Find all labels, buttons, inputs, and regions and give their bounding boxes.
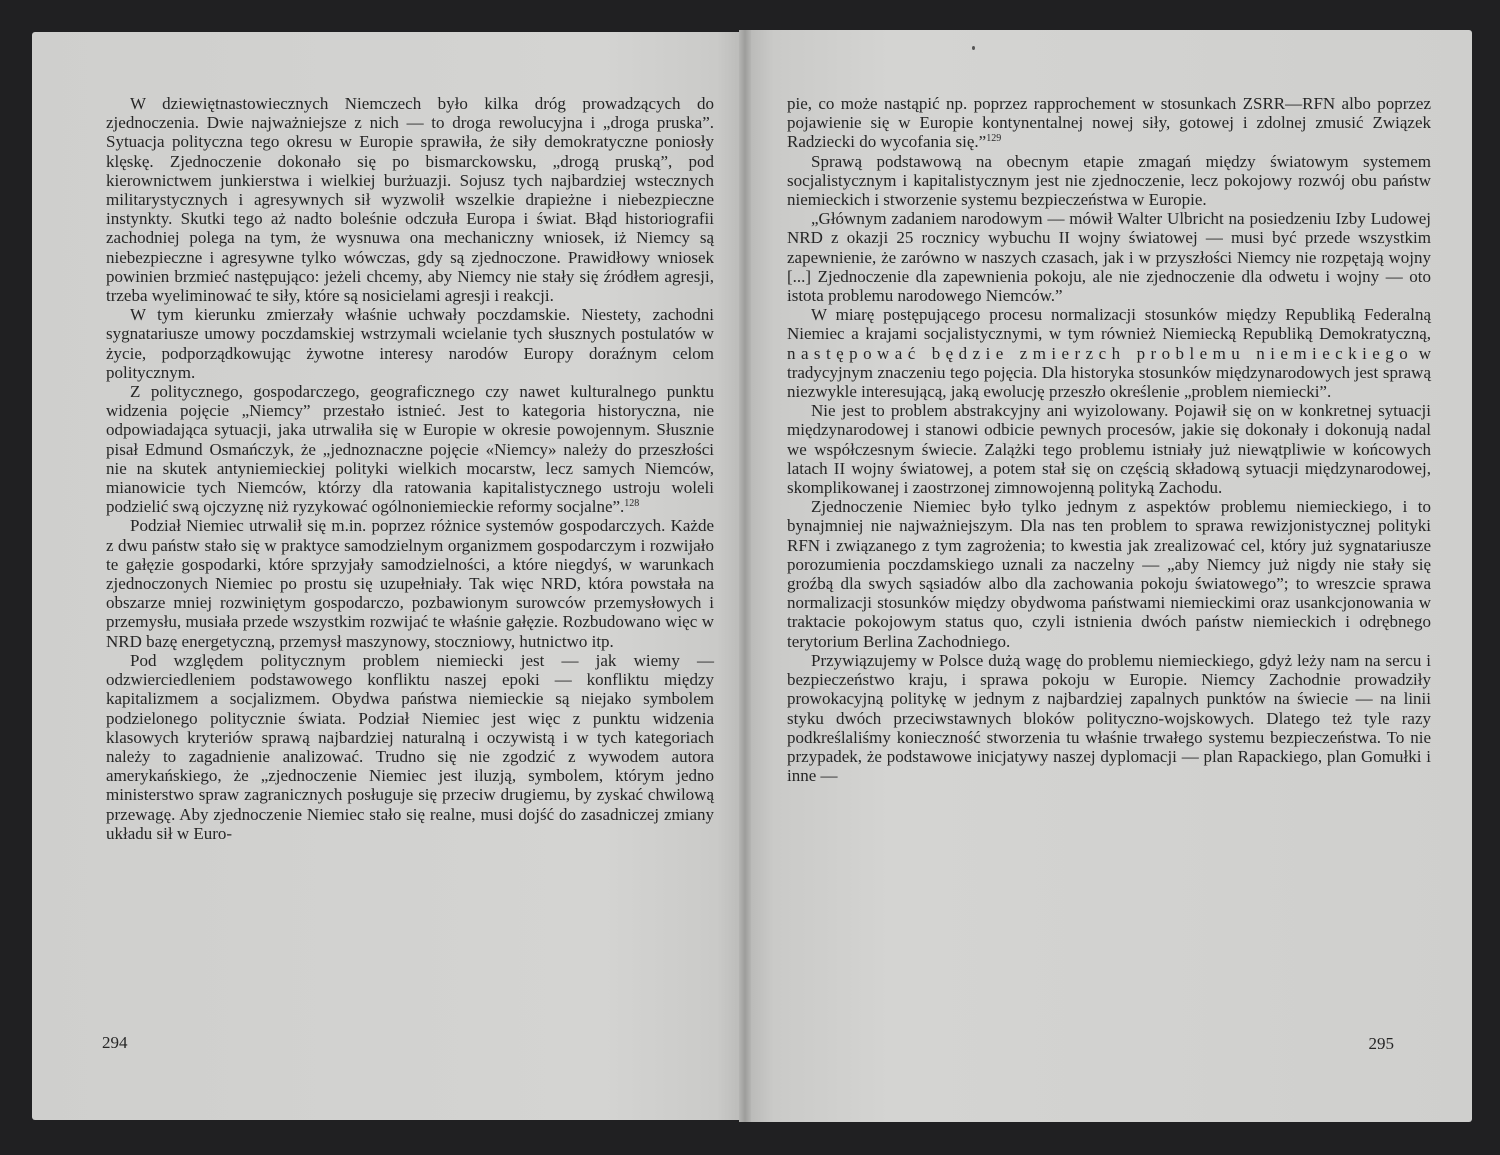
paragraph: W tym kierunku zmierzały właśnie uchwały poczdamskie. Niestety, zachodni sygnatariusze umowy poczdamskiej wstrzymali wcielanie tych słusznych postulatów w życie, podporządkowując żywotne interesy narodów Europy doraźnym celom politycznym. — [106, 305, 714, 382]
paragraph-text: pie, co może nastąpić np. poprzez rapprochement w stosunkach ZSRR—RFN albo poprzez pojawienie się w Europie kontynentalnej nowej siły, gotowej i zdolnej zmusić Związek Radziecki do wycofania się.” — [787, 94, 1431, 152]
ink-speck — [972, 46, 975, 50]
left-page-text — [106, 94, 714, 843]
right-page — [745, 30, 1472, 1122]
spaced-emphasis: następować będzie zmierzch problemu niemieckiego — [787, 343, 1414, 363]
left-page — [32, 32, 745, 1120]
paragraph: Pod względem politycznym problem niemiecki jest — jak wiemy — odzwierciedleniem podstawowego konfliktu naszej epoki — konfliktu między kapitalizmem a socjalizmem. Obydwa państwa niemieckie są niejako symbolem podzielonego politycznie świata. Podział Niemiec jest więc z punktu widzenia klasowych kryteriów sprawą najbardziej naturalną i oczywistą i w tych kategoriach należy to zagadnienie analizować. Trudno się nie zgodzić z wywodem autora amerykańskiego, że „zjednoczenie Niemiec jest iluzją, symbolem, którym jedno ministerstwo spraw zagranicznych posługuje się przeciw drugiemu, by zyskać chwilową przewagę. Aby zjednoczenie Niemiec stało się realne, musi dojść do zasadniczej zmiany układu sił w Euro- — [106, 650, 714, 843]
paragraph-text: Z politycznego, gospodarczego, geograficznego czy nawet kulturalnego punktu widzenia pojęcie „Niemcy” przestało istnieć. Jest to kategoria historyczna, nie odpowiadająca sytuacji, jaka utrwaliła się w Europie w okresie powojennym. Słusznie pisał Edmund Osmańczyk, że „jednoznaczne pojęcie «Niemcy» należy do przeszłości nie na skutek antyniemieckiej polityki wielkich mocarstw, lecz samych Niemców, mianowicie tych Niemców, którzy dla ratowania kapitalistycznego ustroju woleli podzielić swą ojczyznę niż ryzykować ogólnoniemieckie reformy socjalne”. — [106, 382, 714, 517]
page-number: 295 — [1368, 1034, 1394, 1053]
paragraph: „Głównym zadaniem narodowym — mówił Walter Ulbricht na posiedzeniu Izby Ludowej NRD z okazji 25 rocznicy wybuchu II wojny światowej — musi być przede wszystkim zapewnienie, że zarówno w naszych czasach, jak i w przyszłości Niemcy nie rozpętają wojny [...] Zjednoczenie dla zapewnienia pokoju, ale nie zjednoczenie dla odwetu i wojny — oto istota problemu narodowego Niemców.” — [787, 209, 1431, 306]
paragraph — [787, 305, 1431, 401]
footnote-ref-129: 129 — [986, 133, 1002, 145]
paragraph: Podział Niemiec utrwalił się m.in. poprzez różnice systemów gospodarczych. Każde z dwu państw stało się w praktyce samodzielnym organizmem gospodarczym i rozwijało te gałęzie gospodarki, które sprzyjały samodzielności, a które niegdyś, w warunkach zjednoczonych Niemiec po prostu się uzupełniały. Tak więc NRD, która powstała na obszarze mniej rozwiniętym gospodarczo, pozbawionym surowców przemysłowych i przemysłu, musiała przede wszystkim rozwijać te właśnie gałęzie. Rozbudowano więc w NRD bazę energetyczną, przemysł maszynowy, stoczniowy, hutnictwo itp. — [106, 516, 714, 651]
paragraph-text: W miarę postępującego procesu normalizacji stosunków między Republiką Federalną Niemiec a krajami socjalistycznymi, w tym również Niemiecką Republiką Demokratyczną, — [787, 305, 1431, 344]
paragraph — [787, 94, 1431, 152]
paragraph-text: w tradycyjnym znaczeniu tego pojęcia. Dla historyka stosunków międzynarodowych jest sprawą niezwykle interesującą, jaką ewolucję przeszło określenie „problem niemiecki”. — [787, 343, 1432, 402]
paragraph: Zjednoczenie Niemiec było tylko jednym z aspektów problemu niemieckiego, i to bynajmniej nie najważniejszym. Dla nas ten problem to sprawa rewizjonistycznej polityki RFN i związanego z tym zagrożenia; to kwestia jak zrealizować cel, który już sygnatariusze porozumienia poczdamskiego uznali za naczelny — „aby Niemcy już nigdy nie stały się groźbą dla swych sąsiadów albo dla zachowania pokoju światowego”; to wreszcie sprawa normalizacji stosunków między obydwoma państwami niemieckimi oraz usankcjonowania w traktacie pokojowym status quo, czyli istnienia dwóch państw niemieckich i odrębnego terytorium Berlina Zachodniego. — [787, 497, 1431, 651]
paragraph: Przywiązujemy w Polsce dużą wagę do problemu niemieckiego, gdyż leży nam na sercu i bezpieczeństwo kraju, i sprawa pokoju w Europie. Niemcy Zachodnie prowadziły prowokacyjną politykę w jednym z najbardziej zapalnych punktów na świecie — na linii styku dwóch przeciwstawnych bloków polityczno-wojskowych. Dlatego też tyle razy podkreślaliśmy konieczność stworzenia tu właśnie trwałego systemu bezpieczeństwa. To nie przypadek, że podstawowe inicjatywy naszej dyplomacji — plan Rapackiego, plan Gomułki i inne — — [787, 650, 1431, 786]
paragraph: Sprawą podstawową na obecnym etapie zmagań między światowym systemem socjalistycznym i kapitalistycznym jest nie zjednoczenie, lecz pokojowy rozwój obu państw niemieckich i stworzenie systemu bezpieczeństwa w Europie. — [787, 151, 1431, 210]
right-page-text — [787, 94, 1431, 785]
page-number: 294 — [102, 1033, 128, 1052]
book-gutter — [739, 30, 751, 1122]
paragraph: W dziewiętnastowiecznych Niemczech było kilka dróg prowadzących do zjednoczenia. Dwie najważniejsze z nich — to droga rewolucyjna i „droga pruska”. Sytuacja polityczna tego okresu w Europie sprawiła, że siły demokratyczne poniosły klęskę. Zjednoczenie dokonało się po bismarckowsku, „drogą pruską”, pod kierownictwem junkierstwa i wielkiej burżuazji. Sojusz tych najbardziej wstecznych militarystycznych i agresywnych sił wyzwolił wszelkie drapieżne i niebezpieczne instynkty. Skutki tego aż nadto boleśnie odczuła Europa i świat. Błąd historiografii zachodniej polega na tym, że wysnuwa ona mechaniczny wniosek, iż Niemcy są niebezpieczne i agresywne tylko wówczas, gdy są zjednoczone. Prawidłowy wniosek powinien brzmieć następująco: jeżeli chcemy, aby Niemcy nie stały się źródłem agresji, trzeba wyeliminować te siły, które są nosicielami agresji i reakcji. — [106, 94, 714, 306]
paragraph: Nie jest to problem abstrakcyjny ani wyizolowany. Pojawił się on w konkretnej sytuacji międzynarodowej i stanowi odbicie pewnych procesów, jakie się dokonały i dokonują nadal we współczesnym świecie. Zalążki tego problemu istniały już niewątpliwie w końcowych latach II wojny światowej, a potem stał się on częścią składową sytuacji międzynarodowej, skomplikowanej i zaostrzonej zimnowojenną polityką Zachodu. — [787, 401, 1431, 498]
paragraph — [106, 382, 714, 516]
footnote-ref-128: 128 — [624, 498, 640, 510]
